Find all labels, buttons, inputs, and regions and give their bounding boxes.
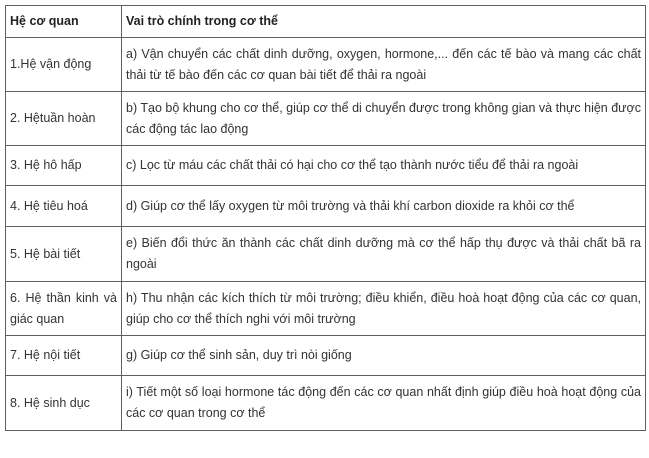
table-row bbox=[6, 38, 646, 92]
organ-systems-table bbox=[5, 5, 646, 431]
organ-cell: 8. Hệ sinh dục bbox=[6, 376, 122, 431]
table-row bbox=[6, 186, 646, 227]
table-row bbox=[6, 336, 646, 376]
role-cell: c) Lọc từ máu các chất thải có hại cho cơ thể tạo thành nước tiểu để thải ra ngoài bbox=[122, 146, 646, 186]
role-cell: d) Giúp cơ thể lấy oxygen từ môi trường và thải khí carbon dioxide ra khỏi cơ thể bbox=[122, 186, 646, 227]
organ-cell: 7. Hệ nội tiết bbox=[6, 336, 122, 376]
organ-cell: 1.Hệ vận động bbox=[6, 38, 122, 92]
role-cell: g) Giúp cơ thể sinh sản, duy trì nòi giống bbox=[122, 336, 646, 376]
role-cell: h) Thu nhận các kích thích từ môi trường; điều khiển, điều hoà hoạt động của các cơ quan, giúp cho cơ thể thích nghi với môi trường bbox=[122, 282, 646, 336]
organ-cell: 2. Hệtuần hoàn bbox=[6, 92, 122, 146]
header-organ-system: Hệ cơ quan bbox=[6, 6, 122, 38]
table-row bbox=[6, 92, 646, 146]
table-header-row bbox=[6, 6, 646, 38]
role-cell: a) Vận chuyển các chất dinh dưỡng, oxygen, hormone,... đến các tế bào và mang các chất thải từ tế bào đến các cơ quan bài tiết để thải ra ngoài bbox=[122, 38, 646, 92]
organ-cell: 5. Hệ bài tiết bbox=[6, 227, 122, 282]
table-row bbox=[6, 282, 646, 336]
table-row bbox=[6, 146, 646, 186]
table-row bbox=[6, 376, 646, 431]
organ-cell: 6. Hệ thần kinh và giác quan bbox=[6, 282, 122, 336]
organ-cell: 3. Hệ hô hấp bbox=[6, 146, 122, 186]
organ-cell: 4. Hệ tiêu hoá bbox=[6, 186, 122, 227]
role-cell: e) Biến đổi thức ăn thành các chất dinh dưỡng mà cơ thể hấp thụ được và thải chất bã ra ngoài bbox=[122, 227, 646, 282]
role-cell: b) Tạo bộ khung cho cơ thể, giúp cơ thể di chuyển được trong không gian và thực hiện được các động tác lao động bbox=[122, 92, 646, 146]
role-cell: i) Tiết một số loại hormone tác động đến các cơ quan nhất định giúp điều hoà hoạt động của các cơ quan trong cơ thể bbox=[122, 376, 646, 431]
header-main-role: Vai trò chính trong cơ thể bbox=[122, 6, 646, 38]
table-row bbox=[6, 227, 646, 282]
